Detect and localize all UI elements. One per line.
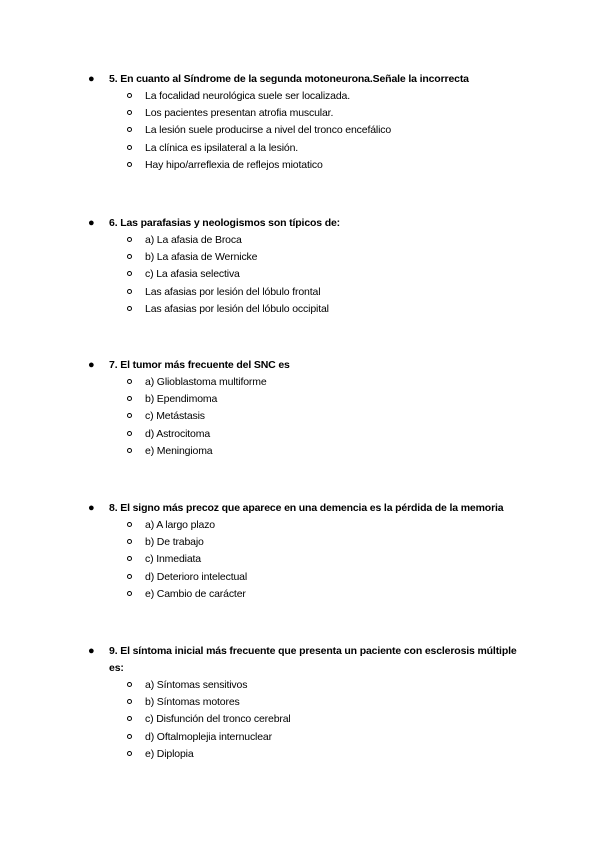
option-item: [88, 443, 548, 460]
circle-bullet-icon: [127, 556, 132, 561]
option-text: c) La afasia selectiva: [145, 268, 240, 281]
option-item: [88, 711, 528, 728]
option-list: [88, 677, 528, 763]
option-text: e) Diplopia: [145, 747, 194, 760]
option-text: Los pacientes presentan atrofia muscular.: [145, 107, 334, 120]
option-text: a) Glioblastoma multiforme: [145, 376, 267, 388]
question-7: [88, 357, 548, 460]
circle-bullet-icon: [127, 716, 132, 721]
option-text: e) Meningioma: [145, 444, 213, 457]
option-item: [88, 122, 548, 139]
option-item: [88, 677, 528, 694]
bullet-icon: ●: [88, 502, 95, 514]
option-list: [88, 517, 548, 603]
option-text: a) Síntomas sensitivos: [145, 679, 248, 691]
circle-bullet-icon: [127, 110, 132, 115]
bullet-icon: ●: [88, 73, 95, 85]
circle-bullet-icon: [127, 396, 132, 401]
circle-bullet-icon: [127, 127, 132, 132]
option-text: La focalidad neurológica suele ser localizada.: [145, 90, 350, 102]
circle-bullet-icon: [127, 751, 132, 756]
option-item: [88, 551, 548, 568]
question-5: [88, 71, 548, 174]
option-text: b) De trabajo: [145, 536, 204, 549]
question-heading: [88, 643, 528, 677]
option-text: d) Oftalmoplejia internuclear: [145, 730, 272, 743]
question-8: [88, 500, 548, 603]
option-text: e) Cambio de carácter: [145, 587, 246, 600]
circle-bullet-icon: [127, 682, 132, 687]
option-item: [88, 391, 548, 408]
circle-bullet-icon: [127, 306, 132, 311]
option-item: [88, 746, 528, 763]
question-heading: [88, 215, 548, 232]
bullet-icon: ●: [88, 359, 95, 371]
option-item: [88, 426, 548, 443]
option-list: [88, 374, 548, 460]
question-9: [88, 643, 528, 763]
circle-bullet-icon: [127, 539, 132, 544]
option-list: [88, 88, 548, 174]
question-text: 9. El síntoma inicial más frecuente que presenta un paciente con esclerosis múltiple es:: [109, 645, 517, 674]
circle-bullet-icon: [127, 145, 132, 150]
option-list: [88, 232, 548, 318]
question-6: [88, 215, 548, 318]
option-text: Las afasias por lesión del lóbulo occipital: [145, 302, 329, 315]
circle-bullet-icon: [127, 237, 132, 242]
circle-bullet-icon: [127, 379, 132, 384]
question-text: 7. El tumor más frecuente del SNC es: [109, 359, 290, 371]
option-text: b) Síntomas motores: [145, 696, 240, 709]
option-item: [88, 374, 548, 391]
circle-bullet-icon: [127, 591, 132, 596]
circle-bullet-icon: [127, 448, 132, 453]
option-text: a) A largo plazo: [145, 519, 215, 531]
circle-bullet-icon: [127, 162, 132, 167]
circle-bullet-icon: [127, 254, 132, 259]
option-item: [88, 694, 528, 711]
option-item: [88, 569, 548, 586]
question-text: 6. Las parafasias y neologismos son típicos de:: [109, 217, 341, 229]
bullet-icon: ●: [88, 645, 95, 657]
circle-bullet-icon: [127, 413, 132, 418]
option-text: d) Deterioro intelectual: [145, 570, 248, 583]
circle-bullet-icon: [127, 271, 132, 276]
option-text: b) La afasia de Wernicke: [145, 251, 258, 264]
option-item: [88, 586, 548, 603]
circle-bullet-icon: [127, 93, 132, 98]
question-heading: [88, 71, 548, 88]
question-heading: [88, 500, 548, 517]
question-heading: [88, 357, 548, 374]
option-item: [88, 157, 548, 174]
option-text: Hay hipo/arreflexia de reflejos miotatico: [145, 158, 323, 171]
question-text: 8. El signo más precoz que aparece en una demencia es la pérdida de la memoria: [109, 502, 504, 514]
option-text: b) Ependimoma: [145, 393, 218, 406]
option-item: [88, 140, 548, 157]
circle-bullet-icon: [127, 289, 132, 294]
circle-bullet-icon: [127, 734, 132, 739]
circle-bullet-icon: [127, 522, 132, 527]
question-text: 5. En cuanto al Síndrome de la segunda motoneurona.Señale la incorrecta: [109, 73, 469, 85]
option-item: [88, 266, 548, 283]
option-item: [88, 517, 548, 534]
option-item: [88, 408, 548, 425]
circle-bullet-icon: [127, 574, 132, 579]
option-item: [88, 249, 548, 266]
circle-bullet-icon: [127, 431, 132, 436]
option-item: [88, 301, 548, 318]
option-item: [88, 88, 548, 105]
option-item: [88, 729, 528, 746]
circle-bullet-icon: [127, 699, 132, 704]
option-text: Las afasias por lesión del lóbulo frontal: [145, 285, 321, 298]
option-item: [88, 534, 548, 551]
option-text: La lesión suele producirse a nivel del tronco encefálico: [145, 124, 392, 137]
option-text: c) Metástasis: [145, 410, 205, 423]
bullet-icon: ●: [88, 217, 95, 229]
option-text: c) Disfunción del tronco cerebral: [145, 713, 291, 726]
option-item: [88, 232, 548, 249]
option-text: d) Astrocitoma: [145, 427, 211, 440]
option-text: La clínica es ipsilateral a la lesión.: [145, 141, 299, 154]
option-item: [88, 284, 548, 301]
option-text: c) Inmediata: [145, 553, 201, 566]
option-text: a) La afasia de Broca: [145, 234, 242, 246]
option-item: [88, 105, 548, 122]
